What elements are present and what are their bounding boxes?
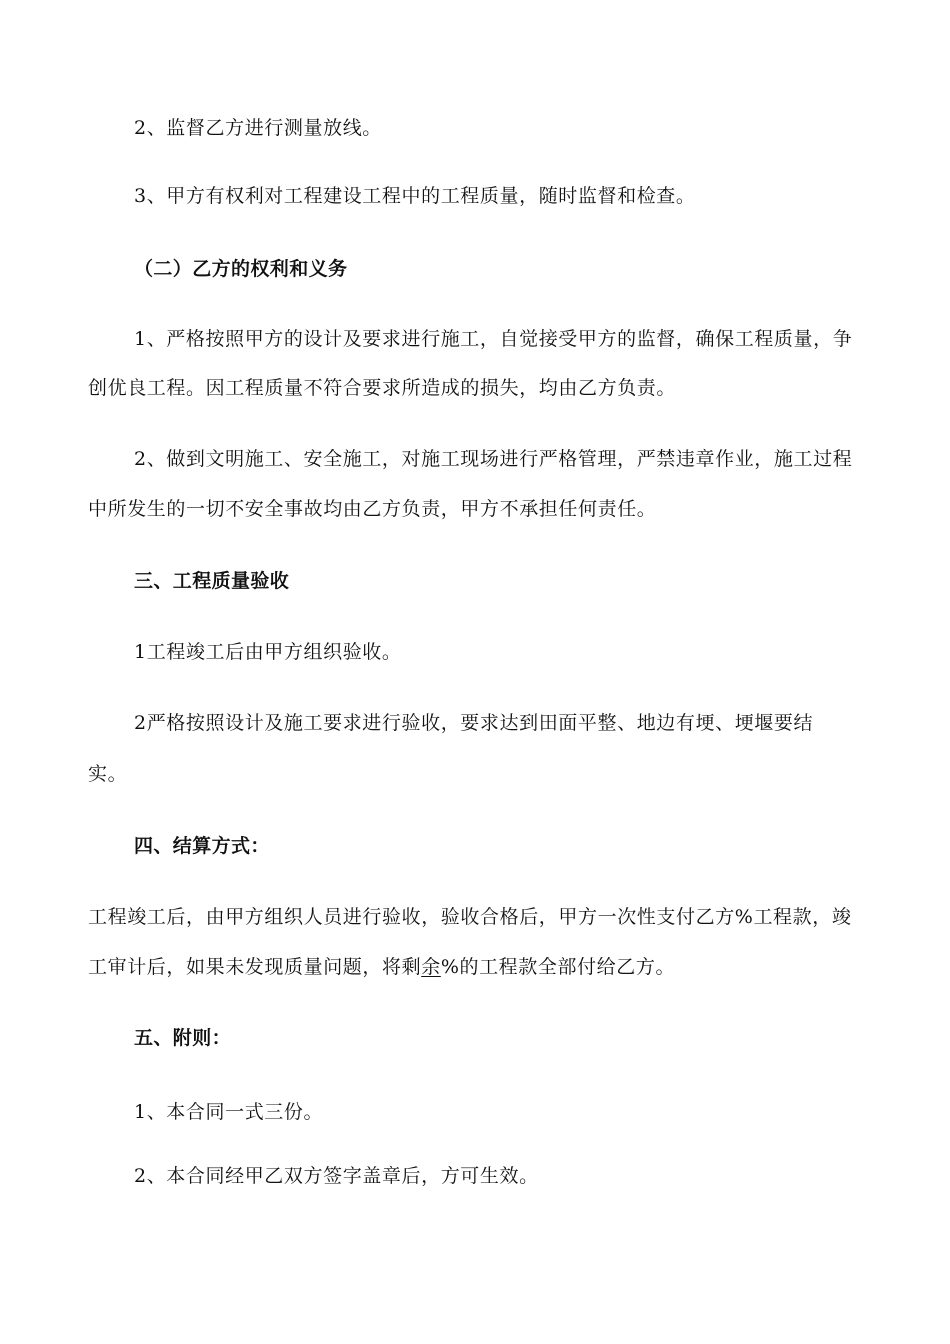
clause-b1-line1: 1、严格按照甲方的设计及要求进行施工，自觉接受甲方的监督，确保工程质量，争 [134,328,853,350]
clause-b2-line1: 2、做到文明施工、安全施工，对施工现场进行严格管理，严禁违章作业，施工过程 [134,448,853,470]
settlement-line1: 工程竣工后，由甲方组织人员进行验收，验收合格后，甲方一次性支付乙方%工程款，竣 [88,906,852,928]
clause-e1: 1、本合同一式三份。 [134,1101,324,1123]
clause-e2: 2、本合同经甲乙双方签字盖章后，方可生效。 [134,1165,539,1187]
section-heading-b: （二）乙方的权利和义务 [134,258,348,280]
section-heading-4: 四、结算方式： [134,835,270,857]
clause-a2: 2、监督乙方进行测量放线。 [134,117,382,139]
settlement-line2-text-after: %的工程款全部付给乙方。 [440,956,676,978]
clause-c2-line2: 实。 [88,763,128,785]
settlement-line2-text-before: 工审计后，如果未发现质量问题，将剩 [88,956,422,978]
section-heading-5: 五、附则： [134,1027,232,1049]
clause-a3: 3、甲方有权利对工程建设工程中的工程质量，随时监督和检查。 [134,185,696,207]
clause-b2-line2: 中所发生的一切不安全事故均由乙方负责，甲方不承担任何责任。 [88,498,657,520]
settlement-line2 [88,955,675,979]
clause-c1: 1工程竣工后由甲方组织验收。 [134,641,402,663]
section-heading-3: 三、工程质量验收 [134,570,290,592]
clause-c2-line1: 2严格按照设计及施工要求进行验收，要求达到田面平整、地边有埂、埂堰要结 [134,712,814,734]
clause-b1-line2: 创优良工程。因工程质量不符合要求所造成的损失，均由乙方负责。 [88,377,677,399]
settlement-underlined-char: 余 [421,956,441,978]
